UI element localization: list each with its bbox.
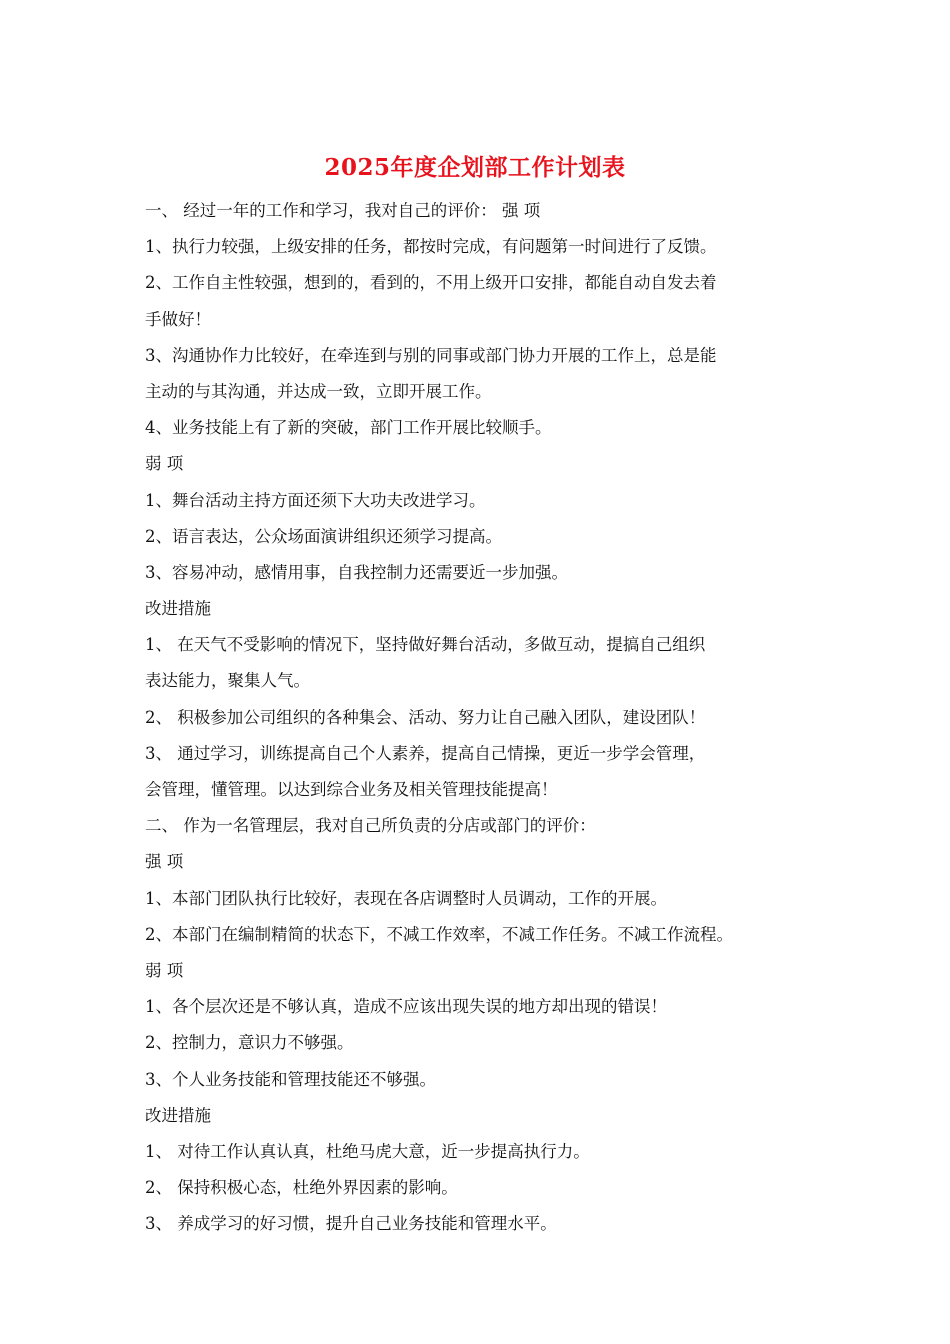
document-line: 2、工作自主性较强，想到的，看到的，不用上级开口安排，都能自动自发去着 [145,273,717,293]
document-line: 3、沟通协作力比较好，在牵连到与别的同事或部门协力开展的工作上，总是能 [145,345,717,365]
document-line: 一、 经过一年的工作和学习，我对自己的评价： 强 项 [145,201,541,220]
document-line: 2、 保持积极心态，杜绝外界因素的影响。 [145,1178,458,1198]
document-line: 表达能力，聚集人气。 [145,671,310,691]
document-line: 1、 对待工作认真认真，杜绝马虎大意，近一步提高执行力。 [145,1141,590,1161]
document-line: 强 项 [145,852,184,872]
document-line: 3、 通过学习，训练提高自己个人素养，提高自己情操，更近一步学会管理， [145,743,706,763]
document-line: 1、本部门团队执行比较好，表现在各店调整时人员调动，工作的开展。 [145,888,667,908]
document-line: 2、本部门在编制精简的状态下，不减工作效率，不减工作任务。不减工作流程。 [145,924,733,944]
document-line: 1、各个层次还是不够认真，造成不应该出现失误的地方却出现的错误！ [145,997,667,1017]
document-line: 1、 在天气不受影响的情况下，坚持做好舞台活动，多做互动，提搞自己组织 [145,635,706,655]
document-line: 会管理，懂管理。以达到综合业务及相关管理技能提高！ [145,780,558,799]
document-line: 二、 作为一名管理层，我对自己所负责的分店或部门的评价： [145,816,596,836]
document-line: 弱 项 [145,960,184,980]
document-line: 改进措施 [145,1105,211,1125]
document-line: 3、个人业务技能和管理技能还不够强。 [145,1069,436,1089]
document-line: 3、容易冲动，感情用事，自我控制力还需要近一步加强。 [145,562,568,582]
document-line: 改进措施 [145,599,211,619]
document-line: 1、舞台活动主持方面还须下大功夫改进学习。 [145,490,486,510]
document-line: 3、 养成学习的好习惯，提升自己业务技能和管理水平。 [145,1214,557,1234]
document-line: 4、业务技能上有了新的突破，部门工作开展比较顺手。 [145,418,552,438]
document-line: 1、执行力较强，上级安排的任务，都按时完成，有问题第一时间进行了反馈。 [145,237,717,257]
document-line: 弱 项 [145,454,184,474]
document-body [145,193,835,1242]
document-line: 手做好！ [145,309,211,329]
document-line: 2、 积极参加公司组织的各种集会、活动、努力让自己融入团队，建设团队！ [145,707,706,727]
document-title: 2025年度企划部工作计划表 [324,154,626,181]
document-line: 主动的与其沟通，并达成一致，立即开展工作。 [145,381,492,401]
document-line: 2、控制力，意识力不够强。 [145,1033,354,1053]
document-line: 2、语言表达，公众场面演讲组织还须学习提高。 [145,526,502,546]
